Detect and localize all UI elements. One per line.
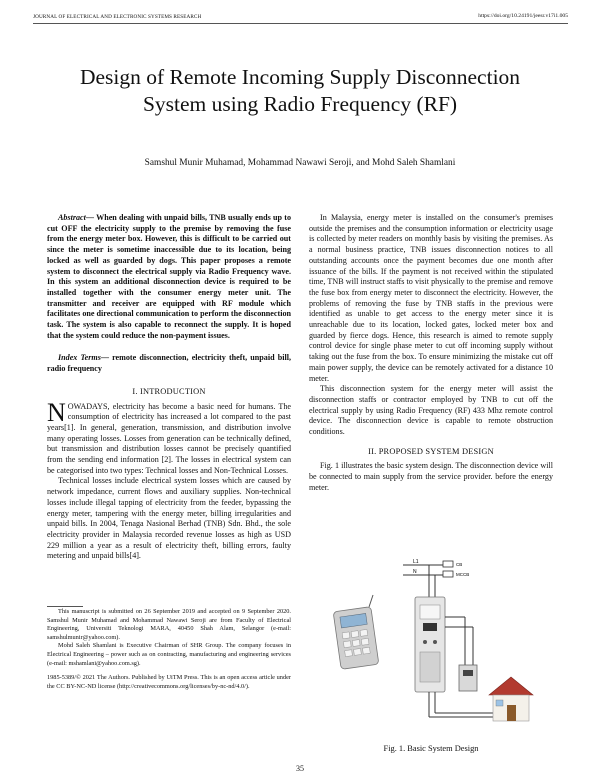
energy-meter-box xyxy=(415,597,445,692)
cb-switch xyxy=(443,561,453,567)
doi-link[interactable]: https://doi.org/10.24191/jeesr.v17i1.005 xyxy=(478,13,568,19)
left-column xyxy=(47,213,291,562)
abstract-dash: — xyxy=(85,213,97,222)
figure-caption: Fig. 1. Basic System Design xyxy=(383,744,479,753)
footnote-rule xyxy=(47,606,83,607)
label-l1: L1 xyxy=(413,559,419,565)
system-design-figure xyxy=(325,557,545,735)
house-icon xyxy=(489,677,533,721)
intro-heading: I. INTRODUCTION xyxy=(132,386,206,396)
footnotes xyxy=(47,608,291,691)
abstract-text: When dealing with unpaid bills, TNB usually ends up to cut OFF the electricity supply to the premise by removing the fuse from the energy meter box. However, this is difficult to be carried out since the meter is sometime inaccessible due to its location, being locked as well as guarded by dogs. This paper proposes a remote system to disconnect the electrical supply via Radio Frequency wave. In this system an additional disconnection device is required to be installed together with the consumer energy meter unit. The transmitter and receiver are equipped with RF module which facilitates one directional communication to perform the disconnection task. The system is also capable to reconnect the supply. It is hoped that the system could reduce the non-payment issues. xyxy=(47,213,291,340)
disconnection-relay xyxy=(463,670,473,676)
header-rule xyxy=(33,23,568,24)
intro-text-1: electricity has become a basic need for humans. The consumption of electricity has increased a lot compared to the past years[1]. In general, generation, transmission, and distribution involve many operating losses. Losses from generation can be technically defined, but transmission and distribution losses cannot be precisely quantified from the sending end information [2]. The losses in electrical system can be categorised into two types: Technical losses and Non-Technical Losses. xyxy=(47,401,291,475)
page-number: 35 xyxy=(296,764,304,773)
intro-paragraph-1 xyxy=(47,397,291,477)
index-terms-dash: — xyxy=(100,353,113,363)
intro-paragraph-2: Technical losses include electrical system losses which are caused by network impedance, current flows and auxiliary supplies. Non-technical losses include illegal tapping of electricity from the feeder, bypassing the energy meter, tampering with the energy meter, billing irregularities and unpaid bills. In 2004, Tenaga Nasional Berhad (TNB) Sdn. Bhd., the sole electricity provider in Malaysia recorded revenue losses as high as USD 229 million a year as a result of electricity theft, billing errors, faulty metering and unpaid bills[4]. xyxy=(47,476,291,561)
disconnection-device xyxy=(459,665,477,691)
intro-caps: OWADAYS, xyxy=(67,401,110,411)
footnote-license: 1985-5389/© 2021 The Authors. Published by UiTM Press. This is an open access article under the CC BY-NC-ND license (http://creativecommons.org/licenses/by-nc-nd/4.0/). xyxy=(47,674,291,690)
abstract xyxy=(47,213,291,341)
footnote-2: Mohd Saleh Shamlani is Executive Chairman of SHR Group. The company focuses in Electrical Engineering – power such as on contracting, manufacturing and engineering services (e-mail: mshamlani@yahoo.com.sg). xyxy=(47,642,291,667)
journal-header: JOURNAL OF ELECTRICAL AND ELECTRONIC SYSTEMS RESEARCH xyxy=(33,14,202,20)
paper-title: Design of Remote Incoming Supply Disconnection System using Radio Frequency (RF) xyxy=(79,65,521,116)
right-paragraph-3: Fig. 1 illustrates the basic system design. The disconnection device will be connected to main supply from the service provider. before the energy meter. xyxy=(309,461,553,492)
label-n: N xyxy=(413,569,417,575)
right-column xyxy=(309,213,553,494)
label-cb: CB xyxy=(456,562,463,567)
remote-transmitter xyxy=(333,595,379,669)
design-heading: II. PROPOSED SYSTEM DESIGN xyxy=(368,446,494,456)
right-paragraph-2: This disconnection system for the energy meter will assist the disconnection staffs or contractor employed by TNB to cut off the electrical supply by using Radio Frequency (RF) 433 Mhz remote control device. The disconnection device is capable to remote obstruction conditions. xyxy=(309,384,553,437)
right-paragraph-1: In Malaysia, energy meter is installed on the consumer's premises outside the premises and the consumption information or electricity usage is collected by meter readers on monthly basis by visiting the premises. As a normal business practice, TNB issues disconnection notices to all outstanding accounts once the payment becomes due one month after issuance of the bills. If the payment is not received within the stipulated time, TNB will instruct staffs to visit physically to the premise and remove the fuse box from energy meter to disconnect the electricity. However, the problems of removing the fuse by TNB staffs in the previous were identified as unable to get access to the energy meter since it is unreachable due to its location, locked gates, locked meter box and guarded by fierce dogs. Hence, this research is aimed to remote supply control device for single phase meter to cut off incoming supply without taking out the fuse from the box. To ensure minimizing the mistake cut off main power supply, the device can be remotely activated for a distance 10 meter. xyxy=(309,213,553,383)
abstract-label: Abstract xyxy=(58,213,86,222)
index-terms-text: remote disconnection, electricity theft, unpaid bill, radio frequency xyxy=(47,353,292,374)
author-list: Samshul Munir Muhamad, Mohammad Nawawi Seroji, and Mohd Saleh Shamlani xyxy=(144,158,456,168)
supply-wires xyxy=(403,565,443,597)
mccb-switch xyxy=(443,571,453,577)
index-terms xyxy=(47,353,291,374)
dropcap: N xyxy=(47,397,66,427)
index-terms-label: Index Terms xyxy=(58,353,101,363)
footnote-1: This manuscript is submitted on 26 September 2019 and accepted on 9 September 2020. Samshul Munir Muhamad and Mohammad Nawawi Seroji are from Faculty of Electrical Engineering, Universiti Teknologi MARA, 40450 Shah Alam, Selangor (e-mail: samshulmunir@yahoo.com). xyxy=(47,608,291,641)
label-mccb: MCCB xyxy=(456,572,470,577)
